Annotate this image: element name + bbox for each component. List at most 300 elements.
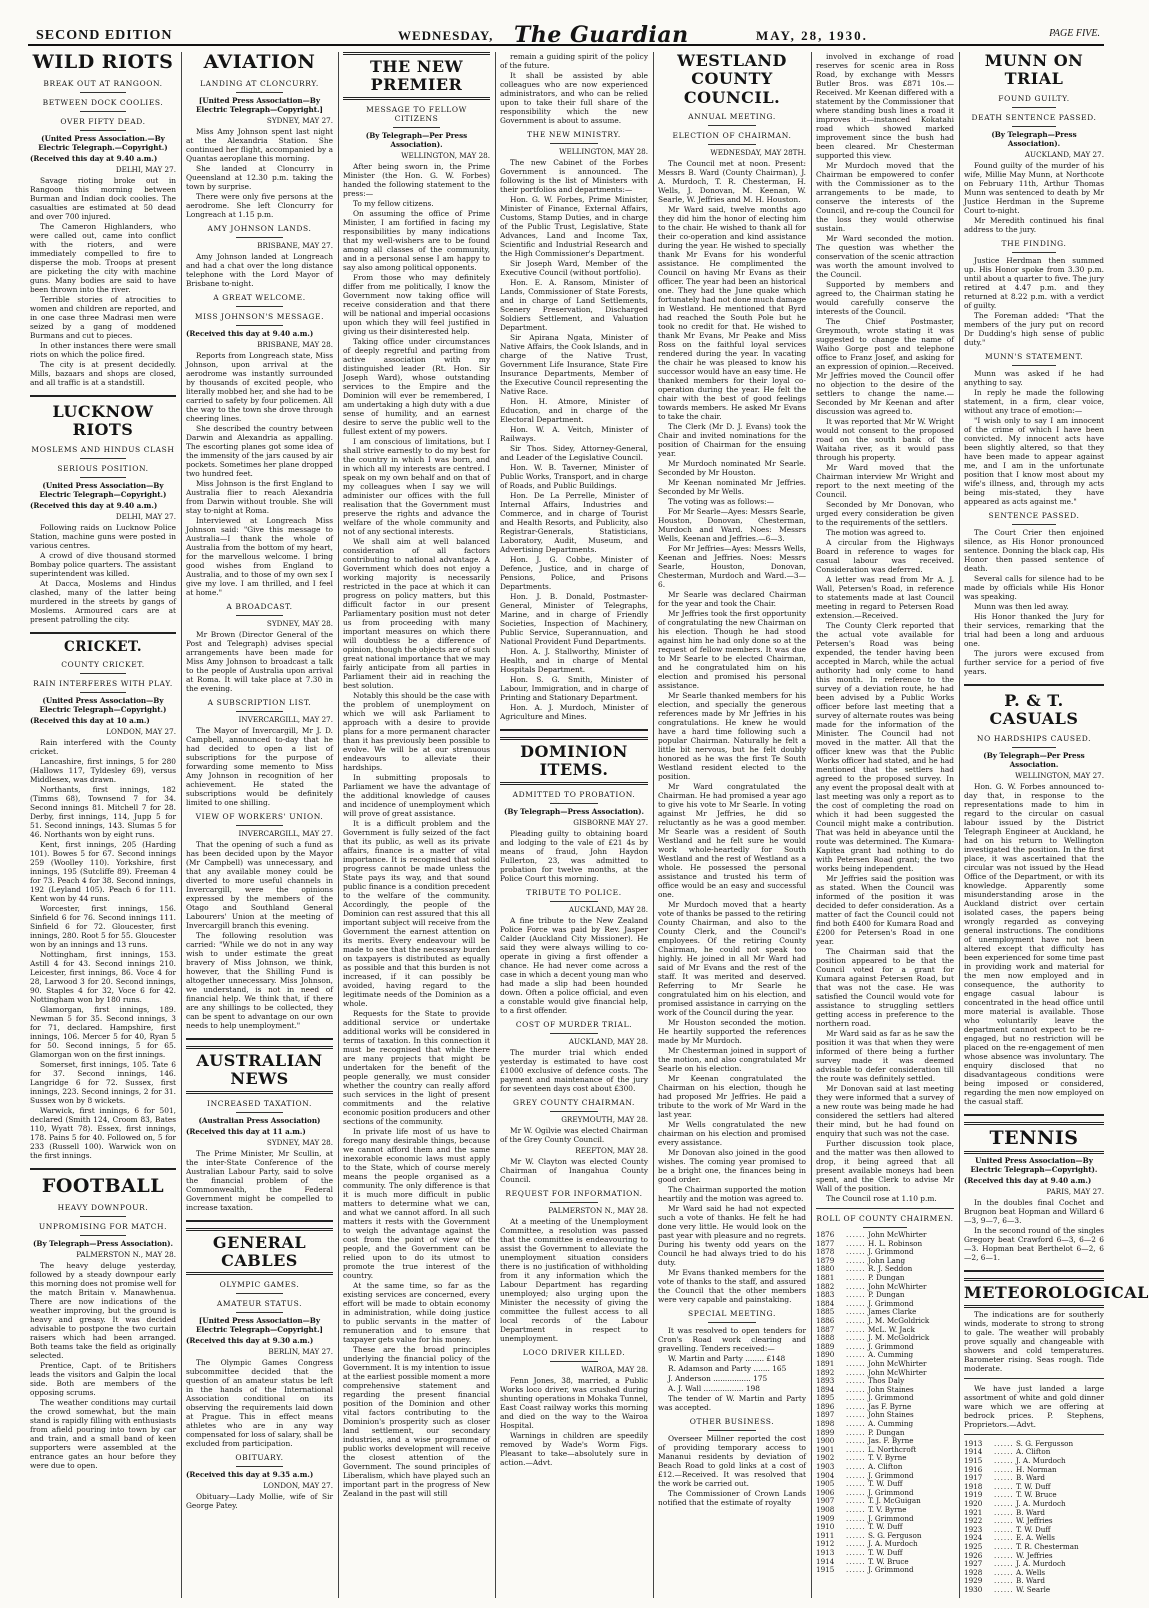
roll-name: J. Grimmond [868,1341,914,1351]
dateline: SYDNEY, MAY 27. [266,115,333,125]
paragraph: Mr Ward moved that the Chairman interview Mr Wright and report to the next meeting of the Council. [816,463,954,499]
paragraph: Mr W. Clayton was elected County Chairman of Inangahua County Council. [500,1156,648,1184]
wire-credit: (By Telegraph—Per Press Association. [983,750,1085,769]
headline: FOOTBALL [41,1175,165,1198]
subheading: LOCO DRIVER KILLED. [500,1348,648,1362]
roll-year: 1902 [816,1453,835,1463]
roll-year: 1913 [964,1438,983,1448]
leader-dots: ...... [994,1533,1014,1543]
wire-credit: (United Press Association—By Electric Telegraph—Copyright.) [39,480,167,499]
roll-year: 1928 [964,1567,983,1577]
roll-name: W. Jeffries [1016,1516,1053,1526]
dateline: INVERCARGILL, MAY 27. [238,828,333,838]
paragraph: Mr Wells congratulated the new chairman on his election and promised every assistance. [658,1120,806,1148]
headline: METEOROLOGICAL [964,1278,1104,1307]
masthead [28,8,1104,46]
leader-dots: ...... [846,1522,866,1532]
roll-name: A. Cumming [868,1350,914,1360]
paragraph: The Prime Minister, Mr Scullin, at the inter-State Conference of the Australian Labour Party, said to solve the financial problem of the Commonwealth, the Federal Government might be compelled to increase taxation. [186,1148,333,1212]
subheading: A GREAT WELCOME. [186,293,333,307]
wire-credit: [United Press Association—By Electric Telegraph—Copyright.] [196,1316,323,1335]
roll-year: 1901 [816,1444,835,1454]
paragraph: The Court Crier then enjoined silence, as His Honor pronounced sentence. Donning the black cap, His Honor then passed sentence of death. [964,527,1104,573]
paragraph: She landed at Cloncurry in Queensland at 12.30 p.m. taking the town by surprise. [186,163,333,191]
subheading: HEAVY DOWNPOUR. [30,1203,176,1217]
roll-name: J. Grimmond [868,1393,914,1403]
leader-dots: ...... [994,1481,1014,1491]
column-5 [658,52,806,1598]
paragraph: Hon. H. Atmore, Minister of Education, and in charge of the Electoral Department. [500,397,648,424]
section-divider [500,729,648,731]
leader-dots: ...... [846,1255,866,1265]
section-divider [186,1220,333,1222]
section-divider [186,1038,333,1040]
leader-dots: ...... [846,1427,866,1437]
paragraph: The Commissioner of Crown Lands notified that the estimate of royalty [658,1489,806,1508]
paragraph: The Chief Postmaster, Greymouth, wrote stating it was suggested to change the name of Waiho Gorge post and telephone office to Franz Josef, and asking for an expression of opinion.—Received. Mr Jeffries moved the Council offer no objection to the desire of the settlers to change the name.—Seconded by Mr Keenan and after discussion was agreed to. [816,317,954,416]
paragraph: R. Adamson and Party ....... 165 [668,1364,787,1374]
subheading: BETWEEN DOCK COOLIES. [30,98,176,112]
dateline: WELLINGTON, MAY 27. [1015,770,1104,780]
paragraph: We shall aim at well balanced consideration of all factors contributing to national advantage. A Government which does not enjoy a working majority is necessarily restricted in the pace at which it can progress on policy matters, but this difficult factor in our present Parliamentary position must not deter us from proceeding with many important measures on which there will doubtless be a difference of opinion, though the objects are of such great national importance that we may fairly anticipate from all parties in Parliament their aid in reaching the best solution. [343,536,490,690]
paragraph: She described the country between Darwin and Alexandria as appalling. The escorting planes got some idea of the immensity of the jars caused by air pockets. Sometimes her plane dropped two hundred feet. [186,423,333,478]
dateline: LONDON, MAY 27. [263,1481,333,1491]
leader-dots: ...... [994,1550,1014,1560]
roll-year: 1907 [816,1496,835,1506]
roll-year: 1910 [816,1522,835,1532]
paragraph: Mr W. Ogilvie was elected Chairman of the Grey County Council. [500,1125,648,1144]
roll-year: 1917 [964,1473,983,1483]
paragraph: A crowd of dive thousand stormed Bombay police quarters. The assistant superintendent was killed. [30,550,176,578]
roll-year: 1889 [816,1341,835,1351]
paragraph: Mr Brown (Director General of the Post and Telegraph) advises special arrangements have been made for Miss Amy Johnson to broadcast a talk to the people of Australia upon arrival at Roma. It will take place at 7.30 in the evening. [186,629,333,693]
paragraph: Mr Evans thanked members for the vote of thanks to the staff, and assured the Council that the other members were very capable and painstaking. [658,1268,806,1305]
leader-dots: ...... [846,1556,866,1566]
received-time: (Received this day at 9.40 a.m.) [964,1176,1092,1186]
leader-dots: ...... [846,1505,866,1514]
roll-name: James Clarke [868,1307,917,1317]
paragraph: Hon. W. A. Veitch, Minister of Railways. [500,425,648,443]
subheading: TRIBUTE TO POLICE. [500,888,648,902]
paragraph: I am conscious of limitations, but I shall strive earnestly to do my best for the country in which I was born, and in which all my interests are centred. I speak on my own behalf and on that of my colleagues when I say we will administer our offices with the full realisation that the Government must preserve the rights and advance the welfare of the whole community and not of any sectional interests. [343,436,490,536]
subheading: A BROADCAST. [186,602,333,616]
wire-credit: (By Telegraph—Press Association). [32,1238,174,1248]
column-3 [343,52,490,1598]
paragraph: The following resolution was carried: "While we do not in any way wish to under estimate the great bravery of Miss Johnson, we think, however, that the Shilling Fund is altogether unnecessary. Miss Johnson, we understand, is not in need of financial help. We think that, if there are any shillings to be collected, they can be spent to advantage on our own needs to help unemployment." [186,930,333,1030]
subheading: THE NEW MINISTRY. [500,130,648,144]
paragraph: The Cameron Highlanders, who were called out, came into conflict with the rioters, and were immediately compelled to fire to disperse the mob. Troops at present are picketing the city with machine guns. Many bodies are said to have been thrown into the river. [30,221,176,294]
dateline: BRISBANE, MAY 27. [257,240,333,250]
roll-name: J. A. Murdoch [1016,1455,1066,1465]
roll-name: A. Clifton [868,1462,903,1472]
paragraph: The new Cabinet of the Forbes Government is announced. The following is the list of Ministers with their portfolios and departments:— [500,158,648,194]
paragraph: The County Clerk reported that the actual vote available for Petersen's Road was being expended, the tender having been accepted in March, while the actual authority had only come to hand this month. In reference to the survey of a deviation route, he had been advised by a Public Works officer before last meeting that a survey of alternate routes was being made for the information of the Minister. The Council had not moved in the matter. All that the officer knew was that the Public Works officer had stated, and he had mentioned that the settlers had agreed to the proposed survey. In any event the proposal dealt with at last meeting was only a report as to the cost of completing the road on which it had been suggested the Council might make a contribution. That was held in abeyance until the route was determined. The Kumara-Kapitea grant had nothing to do with Petersen Road grant; the two works being independent. [816,621,954,873]
roll-name: J. Grimmond [868,1565,914,1575]
leader-dots: ...... [994,1464,1014,1474]
roll-name: Jas. F. Byrne [868,1436,914,1446]
dateline: BRISBANE, MAY 28. [257,339,333,349]
dateline: BERLIN, MAY 27. [268,1347,333,1357]
roll-name: J. Grimmond [868,1247,914,1257]
leader-dots: ...... [994,1490,1014,1500]
paragraph: A circular from the Highways Board in reference to wages for casual labour was received. Consideration was deferred. [816,538,954,574]
roll-year: 1912 [816,1539,835,1549]
table-row [816,1566,954,1575]
paragraph: The murder trial which ended yesterday is estimated to have cost £1000 exclusive of defence costs. The payment and maintenance of the jury for seventeen days cost about £300. [500,1047,648,1093]
subheading: AMATEUR STATUS. [186,1299,333,1313]
paragraph: involved in exchange of road reserves for scenic area in Ross Road, by exchange with Messrs Butler Bros. was £871 10s.—Received. Mr Keenan differed with a statement by the Commissioner that where standing bush lines a road it improves it—instanced Kokatahi road which showed marked improvement since the bush had been cleared. Mr Chesterman supported this view. [816,52,954,160]
subheading: SERIOUS POSITION. [30,464,176,478]
subheading: COUNTY CRICKET. [30,660,176,674]
paragraph: A letter was read from Mr A. J. Wall, Petersen's Road, in reference to statements made at last Council meeting in regard to Petersen Road extension.—Received. [816,575,954,620]
leader-dots: ...... [846,1462,866,1472]
roll-name: T. V. Byrne [868,1505,907,1514]
received-time: (Received this day at 9.40 a.m.) [186,328,314,338]
subheading: MUNN'S STATEMENT. [964,352,1104,366]
roll-year: 1890 [816,1350,835,1360]
paragraph: In the second round of the singles Gregory beat Crawford 6—3, 6—2 6—3. Hopman beat Berthelot 6—2, 6—2, 6—1. [964,1226,1104,1263]
roll-year: 1920 [964,1498,983,1508]
roll-year: 1919 [964,1490,983,1500]
wire-credit: [United Press Association—By Electric Telegraph—Copyright.] [196,95,323,114]
paragraph: Requests for the State to provide additional service or undertake additional works will be considered in terms of taxation. In this connection it must be recognised that while there are many projects that might be undertaken for the benefit of the people generally, we must consider whether the country can really afford such services in the light of present commitments and the relative economic position producers and other sections of the community. [343,1008,490,1126]
roll-name: John Lang [868,1255,906,1265]
paragraph: Hon. W. B. Taverner, Minister of Public Works, Transport, and in charge of Roads, and Public Buildings. [500,463,648,490]
paragraph: The jurors were excused from further service for a period of five years. [964,648,1104,676]
paragraph: From those who may definitely differ from me politically, I know the Government now taking office will receive consideration and that there will be national and imperial occasions upon which they will feel justified in giving us their disinterested help. [343,272,490,336]
leader-dots: ...... [994,1541,1014,1551]
leader-dots: ...... [994,1516,1014,1526]
paragraph: Rain interfered with the County cricket. [30,738,176,757]
leader-dots: ...... [846,1453,866,1463]
received-time: (Received this day at 9.35 a.m.) [186,1470,314,1480]
table-row [964,1586,1104,1595]
column-rule [653,52,654,1598]
roll-year: 1883 [816,1290,835,1300]
paragraph: Mr Donovan said at last meeting they were informed that a survey of a new route was being made he had considered the settlers had altered their mind, but he had found on enquiry that such was not the case. [816,1084,954,1138]
dateline: SYDNEY, MAY 28. [266,618,333,628]
leader-dots: ...... [846,1281,866,1291]
newspaper-title: The Guardian [514,22,689,48]
leader-dots: ...... [994,1584,1014,1594]
subheading: OBITUARY. [186,1453,333,1467]
headline: CRICKET. [63,638,143,655]
roll-year: 1877 [816,1238,835,1248]
paragraph: A. J. Wall ................. 198 [668,1384,760,1394]
leader-dots: ...... [846,1350,866,1360]
paragraph: Mr Jeffries took the first opportunity of congratulating the new Chairman on his election. Though he had stood against him he had only done so at the request of fellow members. It was due to Mr Searle to be elected Chairman, and he congratulated him on his election and promised his personal assistance. [658,609,806,691]
dateline: DELHI, MAY 27. [115,164,176,174]
received-time: (Received this day at 10 a.m.) [30,716,150,726]
subheading: OLYMPIC GAMES. [186,1280,333,1294]
paragraph: Following raids on Lucknow Police Station, machine guns were posted in various centres. [30,522,176,550]
subheading: NO HARDSHIPS CAUSED. [964,734,1104,748]
received-time: (Received this day at 9.30 a.m.) [186,1336,314,1346]
roll-year: 1897 [816,1410,835,1420]
subheading: THE FINDING. [964,239,1104,253]
leader-dots: ...... [846,1333,866,1343]
paragraph: Mr Chesterman joined in support of the motion, and also congratulated Mr Searle on his election. [658,1046,806,1074]
paragraph: Lancashire, first innings, 5 for 280 (Hallows 117, Tyldesley 69), versus Middlesex, was drawn. [30,757,176,785]
section-divider [964,1114,1104,1116]
paragraph: At a meeting of the Unemployment Committee, a resolution was passed that the committee is endeavouring to assist the Government to alleviate the unemployment situation considers there is no justification of withholding from it any information which the Labour Department has regarding unemployed; also urging upon the Minister the necessity of giving the committee the fullest access to all local records of the Labour Department in respect to unemployment. [500,1216,648,1343]
dateline: WELLINGTON, MAY 28. [559,147,648,156]
received-time: (Received this day at 11 a.m.) [186,1126,306,1136]
roll-name: P. Dungan [868,1427,905,1437]
paragraph: Taking office under circumstances of deeply regretful and parting from active association with my distinguished leader (Rt. Hon. Sir Joseph Ward), whose outstanding services to the Empire and the Dominion will ever be remembered, I am undertaking a high duty with a due sense of humility, and an earnest desire to serve the public well to the fullest extent of my powers. [343,336,490,436]
roll-name: T. V. Byrne [868,1453,907,1463]
headline: LUCKNOW RIOTS [52,401,154,440]
dateline: DELHI, MAY 27. [115,511,176,521]
paragraph: Mr Ward said, twelve months ago they did him the honor of electing him to the chair. He wished to thank all for their co-operation and kind assistance during the year. He wished to specially thank Mr Evans for his wonderful assistance. He complimented the Council on having Mr Evans as their officer. The year had been an historical one. They had the June quake which fortunately had not done much damage in Westland. He mentioned that Byrd had reached the South Pole but he took no credit for that. He wished to thank Mr Evans, Mr Peake and Miss Ross on the faithful loyal services rendered during the year. In vacating the chair he was pleased to know his successor would have an easy time. He thanked members for their loyal co-operation during the year. He felt the chair with the best of good feelings towards members. He asked Mr Evans to take the chair. [658,205,806,422]
received-time: (Received this day at 9.40 a.m.) [30,153,158,163]
paragraph: remain a guiding spirit of the policy of the future. [500,52,648,70]
column-rule [959,52,960,1598]
leader-dots: ...... [846,1358,866,1368]
subheading: OTHER BUSINESS. [658,1417,806,1431]
dateline: LONDON, MAY 27. [106,727,176,737]
paragraph: To my fellow citizens. [353,198,434,208]
paragraph: The weather conditions may curtail the crowd somewhat, but the main stand is rapidly filling with enthusiasts from afield pouring into town by car and train, and a small band of keen supporters were assembled at the entrance gates an hour before they were due to open. [30,1397,176,1470]
roll-name: John Staines [868,1384,914,1394]
subheading: INCREASED TAXATION. [186,1099,333,1113]
paragraph: Mr Jeffries said the position was as stated. When the Council was informed of the position it was decided to defer consideration. As a matter of fact the Council could not find both £400 for Kumara Road and £200 for Petersen's Road in one year. [816,874,954,946]
dateline: WEDNESDAY, MAY 28TH. [710,148,806,158]
leader-dots: ...... [994,1473,1014,1483]
roll-name: T. J. McGuigan [868,1496,921,1506]
roll-year: 1927 [964,1559,983,1569]
paragraph: Munn was asked if he had anything to say. [964,368,1104,387]
paragraph: The indications are for southerly winds, moderate to strong to strong to gale. The weather will probably prove squally and changeable with showers and cold temperatures. Barometer rising. Seas rough. Tide moderate. [964,1309,1104,1373]
subheading: SPECIAL MEETING. [658,1309,806,1323]
headline: THE NEW PREMIER [343,52,490,100]
chairmen-roll-table [816,1231,954,1575]
leader-dots: ...... [994,1438,1014,1448]
roll-name: T. W. Duff [1016,1524,1051,1534]
roll-name: J. A. Murdoch [1016,1559,1066,1569]
roll-name: W. Searle [1016,1584,1051,1594]
roll-year: 1915 [816,1565,835,1575]
paragraph: Miss Johnson is the first England to Australia flier to reach Alexandria from Darwin without trouble. She will stay to-night at Roma. [186,478,333,515]
leader-dots: ...... [846,1444,866,1454]
paragraph: In other instances there were small riots on which the police fired. [30,340,176,359]
wire-credit: (Australian Press Association) [198,1115,321,1125]
roll-year: 1898 [816,1419,835,1429]
paragraph: Warnings in children are speedily removed by Wade's Worm Figs. Pleasant to take—absolutely sure in action.—Advt. [500,1430,648,1467]
paragraph: On assuming the office of Prime Minister, I am fortified in facing my responsibilities by many indications that my well-wishers are to be found among all classes of the community, and in a personal sense I am happy to say also among political opponents. [343,208,490,272]
roll-year: 1880 [816,1264,835,1274]
leader-dots: ...... [846,1470,866,1480]
dateline: PALMERSTON N., MAY 28. [548,1205,648,1215]
roll-name: J. M. McGoldrick [868,1333,930,1343]
roll-name: J. M. McGoldrick [868,1315,930,1325]
paragraph: Somerset, first innings, 105. Tate 6 for 37. Second innings, 146. Langridge 6 for 72. Sussex, first innings, 223. Second innings, 2 for 31. Sussex won by 8 wickets. [30,1060,176,1106]
roll-name: L. Northcroft [868,1444,917,1454]
paragraph: Mr Keenan nominated Mr Jeffries. Seconded by Mr Wells. [658,478,806,497]
leader-dots: ...... [846,1547,866,1557]
roll-year: 1903 [816,1462,835,1472]
leader-dots: ...... [846,1367,866,1377]
roll-year: 1913 [816,1547,835,1557]
paragraph: The heavy deluge yesterday, followed by a steady downpour early this morning does not promise well for the match Britain v. Manawhenua. There are now indications of the weather improving, but the ground is heavy and greasy. It was decided advisable to postpone the two curtain raisers which had been arranged. Both teams take the field as originally selected. [30,1260,176,1360]
roll-name: John Staines [868,1410,914,1420]
column-rule [181,52,182,1598]
roll-name: J. Grimmond [868,1513,914,1523]
dateline: AUCKLAND, MAY 28. [568,1036,648,1046]
day-label: WEDNESDAY, [398,28,494,43]
wire-credit: (United Press Association—By Electric Telegraph—Copyright.) [39,696,167,715]
paragraph: After being sworn in, the Prime Minister (the Hon. G. W. Forbes) handed the following statement to the press:— [343,161,490,198]
subheading: SENTENCE PASSED. [964,511,1104,525]
paragraph: Terrible stories of atrocities to women and children are reported, and in one case three Madrasi men were seized by a gang of moddened Burmans and cut to pieces. [30,294,176,340]
subheading: ELECTION OF CHAIRMAN. [658,131,806,145]
roll-year: 1909 [816,1513,835,1523]
roll-year: 1930 [964,1584,983,1594]
leader-dots: ...... [846,1530,866,1540]
roll-name: J. Grimmond [868,1487,914,1497]
leader-dots: ...... [846,1290,866,1300]
roll-name: T. W. Duff [868,1479,903,1489]
paragraph: Hon. G. W. Forbes, Prime Minister, Minister of Finance, External Affairs, Customs, Stamp Duties, and in charge of the Public Trust, Legislative, State Advances, Land and Income Tax, Scientific and Industrial Research and the High Commissioner's Department. [500,195,648,258]
wire-credit: (By Telegraph—Per Press Association). [365,130,468,149]
column-rule [338,52,339,1598]
paragraph: Sir Apirana Ngata, Minister of Native Affairs, the Cook Islands, and in charge of the Native Trust, Government Life Insurance, State Fire Insurance Departments, Member of the Executive Council representing the Native Race. [500,333,648,396]
subheading: RAIN INTERFERES WITH PLAY. [30,679,176,693]
paragraph: Found guilty of the murder of his wife, Millie May Munn, at Northcote on February 11th, Arthur Thomas Munn was sentenced to death by Mr Justice Herdman in the Supreme Court to-night. [964,160,1104,215]
paragraph: Mr Searle was declared Chairman for the year and took the Chair. [658,590,806,609]
paragraph: For Mr Searle—Ayes: Messrs Searle, Houston, Donovan, Chesterman, Murdoch and Ward. Noes: Messrs Wells, Keenan and Jeffries.—6—3. [658,507,806,544]
paragraph: It shall be assisted by able colleagues who are now experienced administrators, and who can be relied upon to take their full share of the responsibility which the new Government is about to assume. [500,71,648,125]
roll-year: 1882 [816,1281,835,1291]
paragraph: Supported by members and agreed to, the Chairman stating he would carefully conserve the interests of the Council. [816,280,954,316]
leader-dots: ...... [846,1315,866,1325]
paragraph: Hon. De La Perrelle, Minister of Internal Affairs, Industries and Commerce, and in charge of Tourist and Health Resorts, and Publicity, also Registrar-Generals, Statisticians, Laboratory, Audit, Museum, and Advertising Departments. [500,491,648,554]
roll-name: H. L. Robinson [868,1238,923,1248]
dateline: PALMERSTON N., MAY 28. [76,1249,176,1259]
paragraph: The Council met at noon. Present: Messrs B. Ward (County Chairman), J. A. Murdoch, T. R. Chesterman, H. Wells, J. Donovan, M. Keenan, W. Searle, W. Jeffries and M. H. Houston. [658,159,806,205]
roll-name: T. R. Chesterman [1016,1541,1079,1551]
paragraph: The Olympic Games Congress subcommittee decided that the question of an amateur status be left in the hands of the International Association conditional on its observing the requirements laid down at Prague. This in effect means athletes who are in any way compensated for loss of salary, shall be excluded from participation. [186,1358,333,1449]
roll-name: T. W. Duff [1016,1481,1051,1491]
leader-dots: ...... [846,1238,866,1248]
subheading: MESSAGE TO FELLOW CITIZENS [343,105,490,128]
roll-name: John McWhirter [868,1230,927,1239]
roll-year: 1895 [816,1393,835,1403]
roll-name: A. Clifton [1016,1447,1051,1457]
leader-dots: ...... [846,1307,866,1317]
date-label: MAY, 28, 1930. [756,28,868,43]
subheading: UNPROMISING FOR MATCH. [30,1222,176,1236]
wire-credit: (By Telegraph—Press Association). [503,806,645,816]
subheading: ROLL OF COUNTY CHAIRMEN. [816,1214,954,1228]
wire-credit: (By Telegraph—Press Association). [991,129,1077,148]
roll-year: 1908 [816,1505,835,1514]
paragraph: The Chairman said that the position appeared to be that the Council voted for a grant for Kumara against Petersen Road, but that was not the case. He was satisfied the Council would vote for assistance to struggling settlers getting access in preference to the northern road. [816,947,954,1028]
paragraph: A fine tribute to the New Zealand Police Force was paid by Rev. Jasper Calder (Auckland City Missioner). He said they were always willing to co-operate in giving a first offender a chance. He had never come across a case in which a decent young man who had made a slip had been hounded down. Often a police official, and even a constable would give financial help, to a first offender. [500,915,648,1015]
paragraph: For Mr Jeffries—Ayes: Messrs Wells, Keenan and Jeffries. Noes: Messrs Searle, Houston, Donovan, Chesterman, Murdoch and Ward.—3—6. [658,544,806,590]
paragraph: Mr Ward seconded the motion. The question was whether the conservation of the scenic attraction was worth the amount involved to the Council. [816,234,954,279]
subheading: GREY COUNTY CHAIRMAN. [500,1098,648,1112]
roll-year: 1892 [816,1367,835,1377]
dateline: GISBORNE MAY 27. [573,817,648,827]
subheading: A SUBSCRIPTION LIST. [186,698,333,712]
section-divider [964,1434,1104,1435]
paragraph: Prentice, Capt. of te Britishers leads the visitors and Galpin the local side. Both are members of the opposing scrums. [30,1360,176,1397]
leader-dots: ...... [994,1524,1014,1534]
paragraph: We have just landed a large assortment of white and gold dinner ware which we are offering at bedrock prices. P. Stephens, Proprietors.—Advt. [964,1383,1104,1429]
roll-year: 1921 [964,1507,983,1517]
column-6 [816,52,954,1598]
paragraph: The Clerk (Mr D. J. Evans) took the Chair and invited nominations for the position of Chairman for the ensuing year. [658,422,806,459]
paragraph: Fenn Jones, 38, married, a Public Works loco driver, was crushed during shunting operations in Mohaka Tunnel, East Coast railway works this morning and died on the way to the Wairoa Hospital. [500,1375,648,1430]
roll-year: 1887 [816,1324,835,1334]
roll-year: 1929 [964,1576,983,1586]
paragraph: Mr Searle thanked members for his election, and specially the generous references made by Mr Jeffries in his congratulations. He knew he would have a hard time following such a popular Chairman. Naturally he felt a little bit nervous, but he felt doubly honored as he was the first Te South Westland resident elected to the position. [658,691,806,782]
page-number: PAGE FIVE. [1049,28,1100,39]
roll-name: P. Dungan [868,1290,905,1300]
roll-year: 1899 [816,1427,835,1437]
paragraph: It was resolved to open tenders for Cron's Road work clearing and gravelling. Tenders received:— [658,1326,806,1354]
paragraph: Worcester, first innings, 156. Sinfield 6 for 76. Second innings 111. Sinfield 6 for 72. Gloucester, first innings, 280. Root 5 for 55. Gloucester won by an innings and 13 runs. [30,904,176,950]
roll-name: H. Norman [1016,1464,1057,1474]
dateline: SYDNEY, MAY 28. [266,1137,333,1147]
paragraph: "I wish only to say I am innocent of the crime of which I have been convicted. My innocent acts have been slightly altered, so that they have been made to appear against me, and I am in the unfortunate position that I know most about my wife's illness, and, through my acts being mis-stated, they have appeared as acts against me." [964,415,1104,506]
paragraph: The Foreman added: "That the members of the jury put on record Dr Dudding's high sense of public duty." [964,310,1104,347]
headline: AVIATION [203,51,316,73]
column-rule [495,52,496,1598]
paragraph: Notably this should be the case with the problem of unemployment on which we will ask Parliament to approach with a desire to provide plans for a more permanent character than it has previously been possible to evolve. We will be at our strenuous endeavours to alleviate their hardships. [343,690,490,772]
roll-year: 1914 [964,1447,983,1457]
roll-year: 1923 [964,1524,983,1534]
paragraph: It was reported that Mr W. Wright would not consent to the proposed road on the south bank of the Waitaha river, as it would pass through his property. [816,417,954,462]
paragraph: Mr Ward said as far as he saw the position it was that when they were informed of there being a further survey made it was deemed advisable to defer consideration till the route was definitely settled. [816,1029,954,1083]
roll-year: 1922 [964,1516,983,1526]
subheading: COST OF MURDER TRIAL. [500,1020,648,1034]
paragraph: J. Anderson ................ 175 [668,1374,768,1384]
roll-year: 1905 [816,1479,835,1489]
roll-name: John McWhirter [868,1358,927,1368]
leader-dots: ...... [846,1496,866,1506]
leader-dots: ...... [846,1324,866,1334]
roll-name: J. Grimmond [868,1298,914,1308]
chairmen-roll-table [964,1440,1104,1595]
leader-dots: ...... [994,1455,1014,1465]
leader-dots: ...... [846,1384,866,1394]
paragraph: The city is at present decidedly. Mills, bazaars and shops are closed, and all traffic is at a standstill. [30,359,176,387]
roll-name: J. A. Murdoch [868,1539,918,1549]
roll-name: McL. W. Jack [868,1324,915,1334]
roll-name: R. J. Seddon [868,1264,913,1274]
paragraph: The tender of W. Martin and Party was accepted. [658,1394,806,1413]
paragraph: Miss Amy Johnson spent last night at the Alexandria Station. She continued her flight, accompanied by a Quantas aeroplane this morning. [186,126,333,163]
roll-year: 1896 [816,1401,835,1411]
paragraph: In private life most of us have to forego many desirable things, because we cannot afford them and the same inexorable economic laws must apply to the State, which of course merely means the people organised as a community. The only difference is that it is much more difficult in public matters to determine what we can, and what we cannot afford. In all such matters it rests with the Government to weigh the advantage against the cost from the point of view of the people, and the Government can be relied upon to do its utmost to promote the true interest of the country. [343,1126,490,1280]
subheading: MISS JOHNSON'S MESSAGE. [186,312,333,326]
roll-year: 1900 [816,1436,835,1446]
paragraph: In the doubles final Cochet and Brugnon beat Hopman and Willard 6—3, 9—7, 6—3. [964,1198,1104,1226]
paragraph: The voting was as follows:— [668,497,774,507]
roll-name: B. Ward [1016,1473,1045,1483]
paragraph: Glamorgan, first innings, 189. Newman 5 for 35. Second innings, 3 for 71, declared. Hampshire, first innings, 106. Mercer 5 for 40, Ryan 5 for 50. Second innings, 5 for 65. Glamorgan won on the first innings. [30,1005,176,1060]
paragraph: Several calls for silence had to be made by officials while His Honor was speaking. [964,573,1104,601]
leader-dots: ...... [846,1419,866,1429]
paragraph: In submitting proposals to Parliament we have the advantage of the additional knowledge of causes and incidence of unemployment which will prove of great assistance. [343,772,490,818]
paragraph: W. Martin and Party ........ £148 [668,1354,786,1364]
paragraph: Mr Ward congratulated the Chairman. He had promised a year ago to give his vote to Mr Searle. In voting against Mr Jeffries, he did so reluctantly as he was a good member. Mr Searle was a resident of South Westland and he felt sure he would work whole-heartedly for South Westland and the rest of Westland as a whole. He possessed the personal assistance and trusted his term of office would be an easy and successful one. [658,782,806,900]
edition-label: SECOND EDITION [36,28,173,43]
leader-dots: ...... [846,1393,866,1403]
leader-dots: ...... [846,1272,866,1282]
